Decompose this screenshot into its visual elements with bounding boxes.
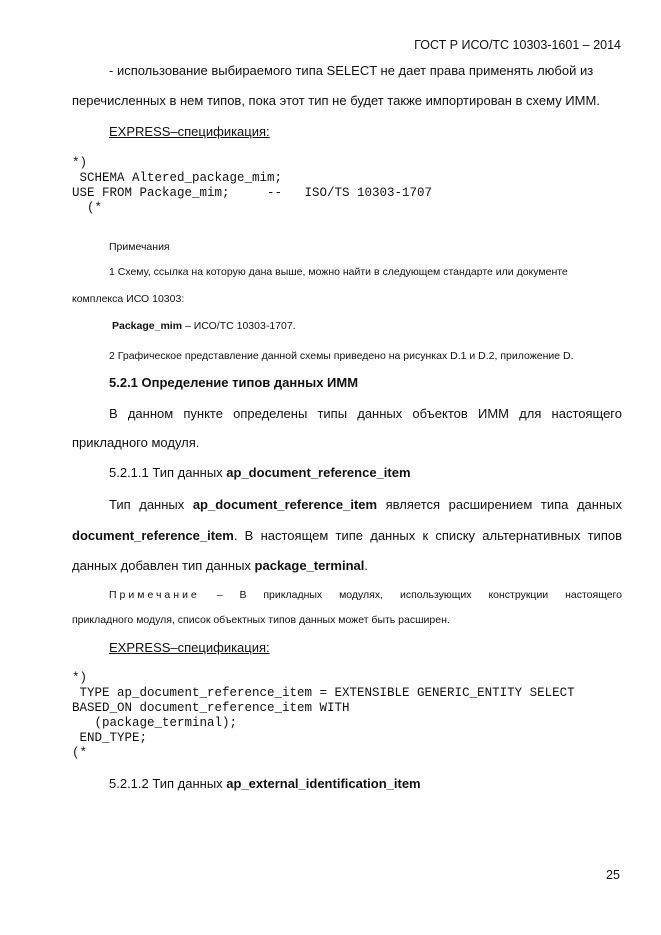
express-code-block: *) TYPE ap_document_reference_item = EXTENSIBLE GENERIC_ENTITY SELECT BASED_ON document_reference_item WITH (package_terminal); END_TYPE; (*	[72, 671, 575, 760]
page-number: 25	[606, 868, 620, 882]
paragraph-line	[72, 558, 368, 573]
type-name: document_reference_item	[72, 528, 234, 543]
heading-prefix: 5.2.1.1 Тип данных	[109, 465, 227, 480]
text-run: является расширением типа данных	[377, 497, 622, 512]
reference-text: – ИСО/ТС 10303-1707.	[182, 320, 296, 332]
note-1-line: комплекса ИСО 10303:	[72, 293, 185, 305]
subsection-heading	[109, 776, 421, 791]
note-label: Примечание	[109, 589, 200, 601]
text-run: Тип данных	[109, 497, 193, 512]
schema-name: Package_mim	[112, 320, 183, 332]
type-name: ap_document_reference_item	[226, 465, 411, 480]
type-name: package_terminal	[254, 558, 365, 573]
text-run: .	[364, 558, 369, 573]
paragraph-line: В данном пункте определены типы данных объектов ИММ для настоящего	[109, 406, 622, 421]
type-name: ap_document_reference_item	[192, 497, 378, 512]
paragraph-line: перечисленных в нем типов, пока этот тип не будет также импортирован в схему ИММ.	[72, 93, 600, 108]
text-run: данных добавлен тип данных	[72, 558, 255, 573]
express-spec-label: EXPRESS–спецификация:	[109, 124, 270, 139]
note-line: прикладного модуля, список объектных типов данных может быть расширен.	[72, 614, 450, 626]
type-name: ap_external_identification_item	[226, 776, 421, 791]
notes-title: Примечания	[109, 241, 170, 253]
express-code-block: *) SCHEMA Altered_package_mim; USE FROM Package_mim; -- ISO/TS 10303-1707 (*	[72, 156, 433, 215]
text-run: – В прикладных модулях, использующих конструкции настоящего	[199, 589, 622, 601]
paragraph-line	[109, 497, 622, 512]
note-2: 2 Графическое представление данной схемы приведено на рисунках D.1 и D.2, приложение D.	[109, 350, 574, 362]
note-1-line: 1 Схему, ссылка на которую дана выше, можно найти в следующем стандарте или документе	[109, 266, 568, 278]
text-run: . В настоящем типе данных к списку альтернативных типов	[233, 528, 622, 543]
paragraph-line	[72, 528, 622, 543]
page-header: ГОСТ Р ИСО/ТС 10303-1601 – 2014	[414, 38, 621, 52]
paragraph-line: прикладного модуля.	[72, 435, 200, 450]
subsection-heading	[109, 465, 411, 480]
section-heading: 5.2.1 Определение типов данных ИММ	[109, 375, 359, 390]
express-spec-label: EXPRESS–спецификация:	[109, 640, 270, 655]
note-line	[109, 589, 622, 601]
note-reference	[112, 320, 296, 332]
list-item-line: - использование выбираемого типа SELECT не дает права применять любой из	[109, 63, 594, 78]
heading-prefix: 5.2.1.2 Тип данных	[109, 776, 227, 791]
